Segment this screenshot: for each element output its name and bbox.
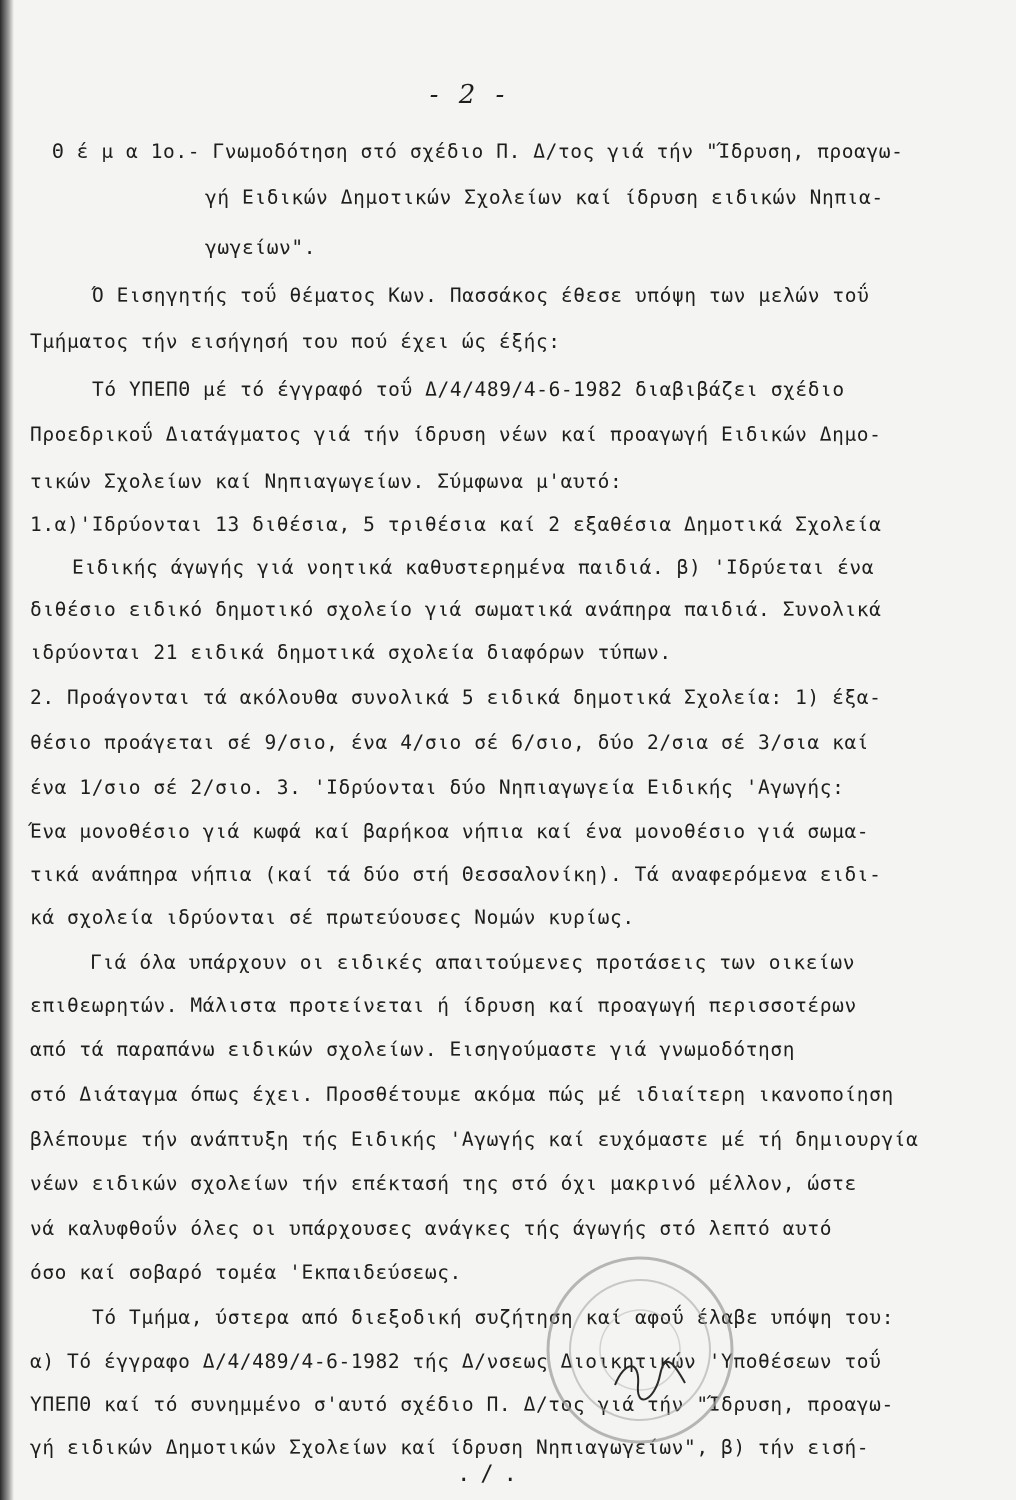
text-line: Τό ΥΠΕΠΘ μέ τό έγγραφό τοΰ Δ/4/489/4-6-1982 διαβιβάζει σχέδιο [92, 378, 845, 401]
text-line: α) Τό έγγραφο Δ/4/489/4-6-1982 τής Δ/νσεως Διοικητικών 'Υποθέσεων τοΰ [30, 1350, 882, 1373]
text-line: διθέσιο ειδικό δημοτικό σχολείο γιά σωματικά ανάπηρα παιδιά. Συνολικά [30, 598, 882, 621]
text-line: γωγείων". [205, 236, 317, 259]
text-line: νά καλυφθοΰν όλες οι υπάρχουσες ανάγκες τής άγωγής στό λεπτό αυτό [30, 1217, 833, 1240]
text-line: Τό Τμήμα, ύστερα από διεξοδική συζήτηση καί αφοΰ έλαβε υπόψη του: [92, 1306, 895, 1329]
text-line: Ό Εισηγητής τοΰ θέματος Κων. Πασσάκος έθεσε υπόψη των μελών τοΰ [92, 284, 870, 307]
signature-icon [610, 1355, 690, 1405]
continuation-mark: ./. [457, 1462, 527, 1487]
text-line: Ένα μονοθέσιο γιά κωφά καί βαρήκοα νήπια καί ένα μονοθέσιο γιά σωμα- [30, 820, 870, 843]
page-number: - 2 - [429, 80, 511, 110]
text-line: όσο καί σοβαρό τομέα 'Εκπαιδεύσεως. [30, 1261, 462, 1284]
text-line: επιθεωρητών. Μάλιστα προτείνεται ή ίδρυση καί προαγωγή περισσοτέρων [30, 994, 857, 1017]
text-line: ΥΠΕΠΘ καί τό συνημμένο σ'αυτό σχέδιο Π. Δ/τος γιά τήν "Ίδρυση, προαγω- [30, 1393, 894, 1416]
text-line: θέσιο προάγεται σέ 9/σιο, ένα 4/σιο σέ 6/σιο, δύο 2/σια σέ 3/σια καί [30, 731, 870, 754]
text-line: γή Ειδικών Δημοτικών Σχολείων καί ίδρυση ειδικών Νηπια- [205, 186, 884, 209]
text-line: ένα 1/σιο σέ 2/σιο. 3. 'Ιδρύονται δύο Νηπιαγωγεία Ειδικής 'Αγωγής: [30, 776, 845, 799]
text-line: τικών Σχολείων καί Νηπιαγωγείων. Σύμφωνα μ'αυτό: [30, 470, 623, 493]
text-line: νέων ειδικών σχολείων τήν επέκτασή της στό όχι μακρινό μέλλον, ώστε [30, 1172, 857, 1195]
text-line: από τά παραπάνω ειδικών σχολείων. Εισηγούμαστε γιά γνωμοδότηση [30, 1038, 796, 1061]
text-line: κά σχολεία ιδρύονται σέ πρωτεύουσες Νομών κυρίως. [30, 906, 635, 929]
text-line: βλέπουμε τήν ανάπτυξη τής Ειδικής 'Αγωγής καί ευχόμαστε μέ τή δημιουργία [30, 1128, 919, 1151]
text-line: στό Διάταγμα όπως έχει. Προσθέτουμε ακόμα πώς μέ ιδιαίτερη ικανοποίηση [30, 1083, 894, 1106]
text-line: Τμήματος τήν εισήγησή του πού έχει ώς έξής: [30, 330, 561, 353]
text-line: Προεδρικοΰ Διατάγματος γιά τήν ίδρυση νέων καί προαγωγή Ειδικών Δημο- [30, 423, 882, 446]
text-line: 1.α)'Ιδρύονται 13 διθέσια, 5 τριθέσια καί 2 εξαθέσια Δημοτικά Σχολεία [30, 513, 882, 536]
stamp-seal-icon [540, 1250, 740, 1450]
text-line: Θ έ μ α 1ο.- Γνωμοδότηση στό σχέδιο Π. Δ/τος γιά τήν "Ίδρυση, προαγω- [52, 140, 904, 163]
text-line: ιδρύονται 21 ειδικά δημοτικά σχολεία διαφόρων τύπων. [30, 641, 672, 664]
text-line: τικά ανάπηρα νήπια (καί τά δύο στή Θεσσαλονίκη). Τά αναφερόμενα ειδι- [30, 863, 882, 886]
text-line: 2. Προάγονται τά ακόλουθα συνολικά 5 ειδικά δημοτικά Σχολεία: 1) έξα- [30, 686, 882, 709]
text-line: Ειδικής άγωγής γιά νοητικά καθυστερημένα παιδιά. β) 'Ιδρύεται ένα [72, 556, 875, 579]
text-line: γή ειδικών Δημοτικών Σχολείων καί ίδρυση Νηπιαγωγείων", β) τήν εισή- [30, 1436, 870, 1459]
text-line: Γιά όλα υπάρχουν οι ειδικές απαιτούμενες προτάσεις των οικείων [90, 951, 856, 974]
